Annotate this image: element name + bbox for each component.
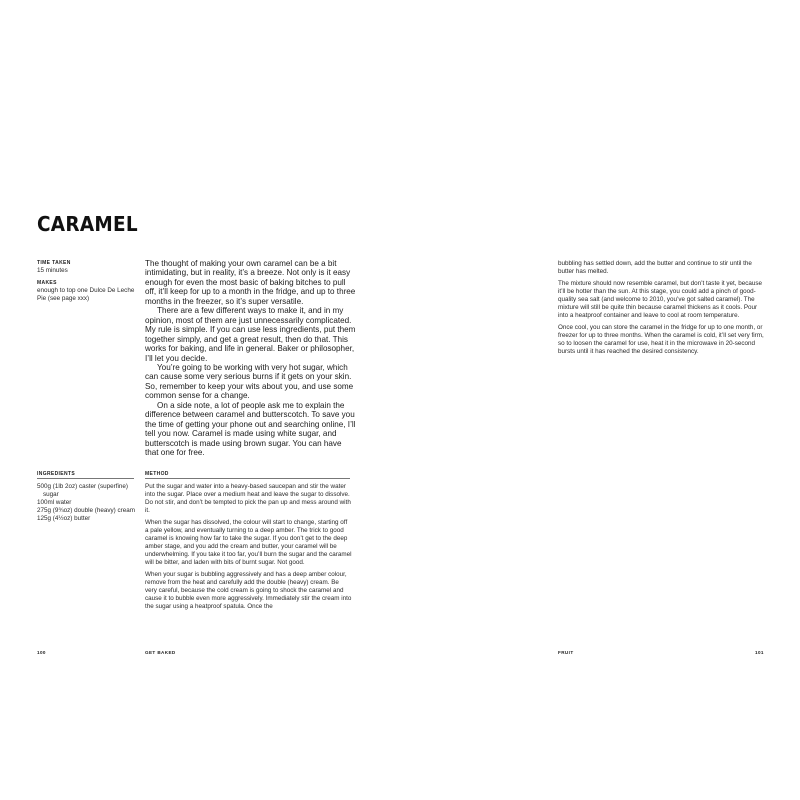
time-taken-value: 15 minutes [37, 267, 68, 274]
ingredient-item: 500g (1lb 2oz) caster (superfine) sugar [37, 483, 129, 499]
intro-paragraph: You’re going to be working with very hot sugar, which can cause some very serious burns if it gets on your skin. So, remember to keep your wits about you, and use some common sense for a change. [145, 362, 354, 401]
running-head-left: GET BAKED [145, 650, 176, 655]
page-number-left: 100 [37, 650, 46, 655]
ingredients-heading: INGREDIENTS [37, 471, 76, 477]
method-text [145, 483, 352, 615]
makes-label: MAKES [37, 280, 57, 287]
intro-paragraph: The thought of making your own caramel can be a bit intimidating, but in reality, it’s a breeze. Not only is it easy enough for even the most basic of baking bitches to pull off, it’ll keep for up to a month in the fridge, and up to three months in the freezer, so it’s super versatile. [145, 259, 356, 306]
ingredient-item: 275g (9¾oz) double (heavy) cream [37, 507, 136, 515]
page-title: CARAMEL [37, 212, 138, 236]
ingredient-item: 100ml water [37, 499, 72, 507]
method-step: When the sugar has dissolved, the colour will start to change, starting off a pale yellow, and eventually turning to a deep amber. The trick to good caramel is knowing how far to take the sugar. If you don’t get to the deep amber stage, and you add the cream and butter, your caramel will be underwhelming. If you take it too far, you’ll burn the sugar and the caramel will be bitter, and laden with bits of burnt sugar. Not good. [145, 518, 352, 567]
intro-paragraph: On a side note, a lot of people ask me to explain the difference between caramel and butterscotch. To save you the time of getting your phone out and searching online, I’ll tell you now. Caramel is made using white sugar, and butterscotch is made using brown sugar. You can have that one for free. [145, 400, 356, 458]
method-step: Once cool, you can store the caramel in the fridge for up to one month, or freezer for up to three months. When the caramel is cold, it’ll set very firm, so to loosen the caramel for use, heat it in the microwave in 20-second bursts until it has reached the desired consistency. [558, 323, 764, 355]
method-continuation [558, 260, 764, 360]
intro-paragraph: There are a few different ways to make it, and in my opinion, most of them are just unnecessarily complicated. My rule is simple. If you can use less ingredients, put them together simply, and get a great result, then do that. This works for baking, and life in general. Baker or philosopher, I’ll let you decide. [145, 306, 356, 363]
method-step: Put the sugar and water into a heavy-based saucepan and stir the water into the sugar. Place over a medium heat and leave the sugar to dissolve. Do not stir, and don’t be tempted to pick the pan up and mess around with it. [145, 483, 351, 515]
method-heading: METHOD [145, 471, 169, 477]
makes-value: enough to top one Dulce De Leche Pie (see page xxx) [37, 287, 135, 303]
recipe-meta [37, 260, 137, 308]
ingredients-divider [37, 478, 134, 479]
intro-text [145, 259, 357, 458]
method-step: The mixture should now resemble caramel, but don’t taste it yet, because it’ll be hotter than the sun. At this stage, you could add a pinch of good-quality sea salt (and welcome to 2010, you’ve got salted caramel). The mixture will still be quite thin because caramel thickens as it cools. Pour into a heatproof container and leave to cool at room temperature. [558, 279, 763, 320]
page-number-right: 101 [755, 650, 764, 655]
time-taken-label: TIME TAKEN [37, 260, 71, 266]
method-step: When your sugar is bubbling aggressively and has a deep amber colour, remove from the heat and carefully add the double (heavy) cream. Be very careful, because the cold cream is going to shock the caramel and cause it to bubble even more aggressively. Immediately stir the cream into the sugar using a heatproof spatula. Once the [145, 570, 352, 611]
ingredient-item: 125g (4½oz) butter [37, 515, 91, 523]
method-step: bubbling has settled down, add the butter and continue to stir until the butter has melted. [558, 260, 752, 276]
method-divider [145, 478, 350, 479]
running-head-right: FRUIT [558, 650, 574, 655]
ingredients-list [37, 483, 137, 523]
